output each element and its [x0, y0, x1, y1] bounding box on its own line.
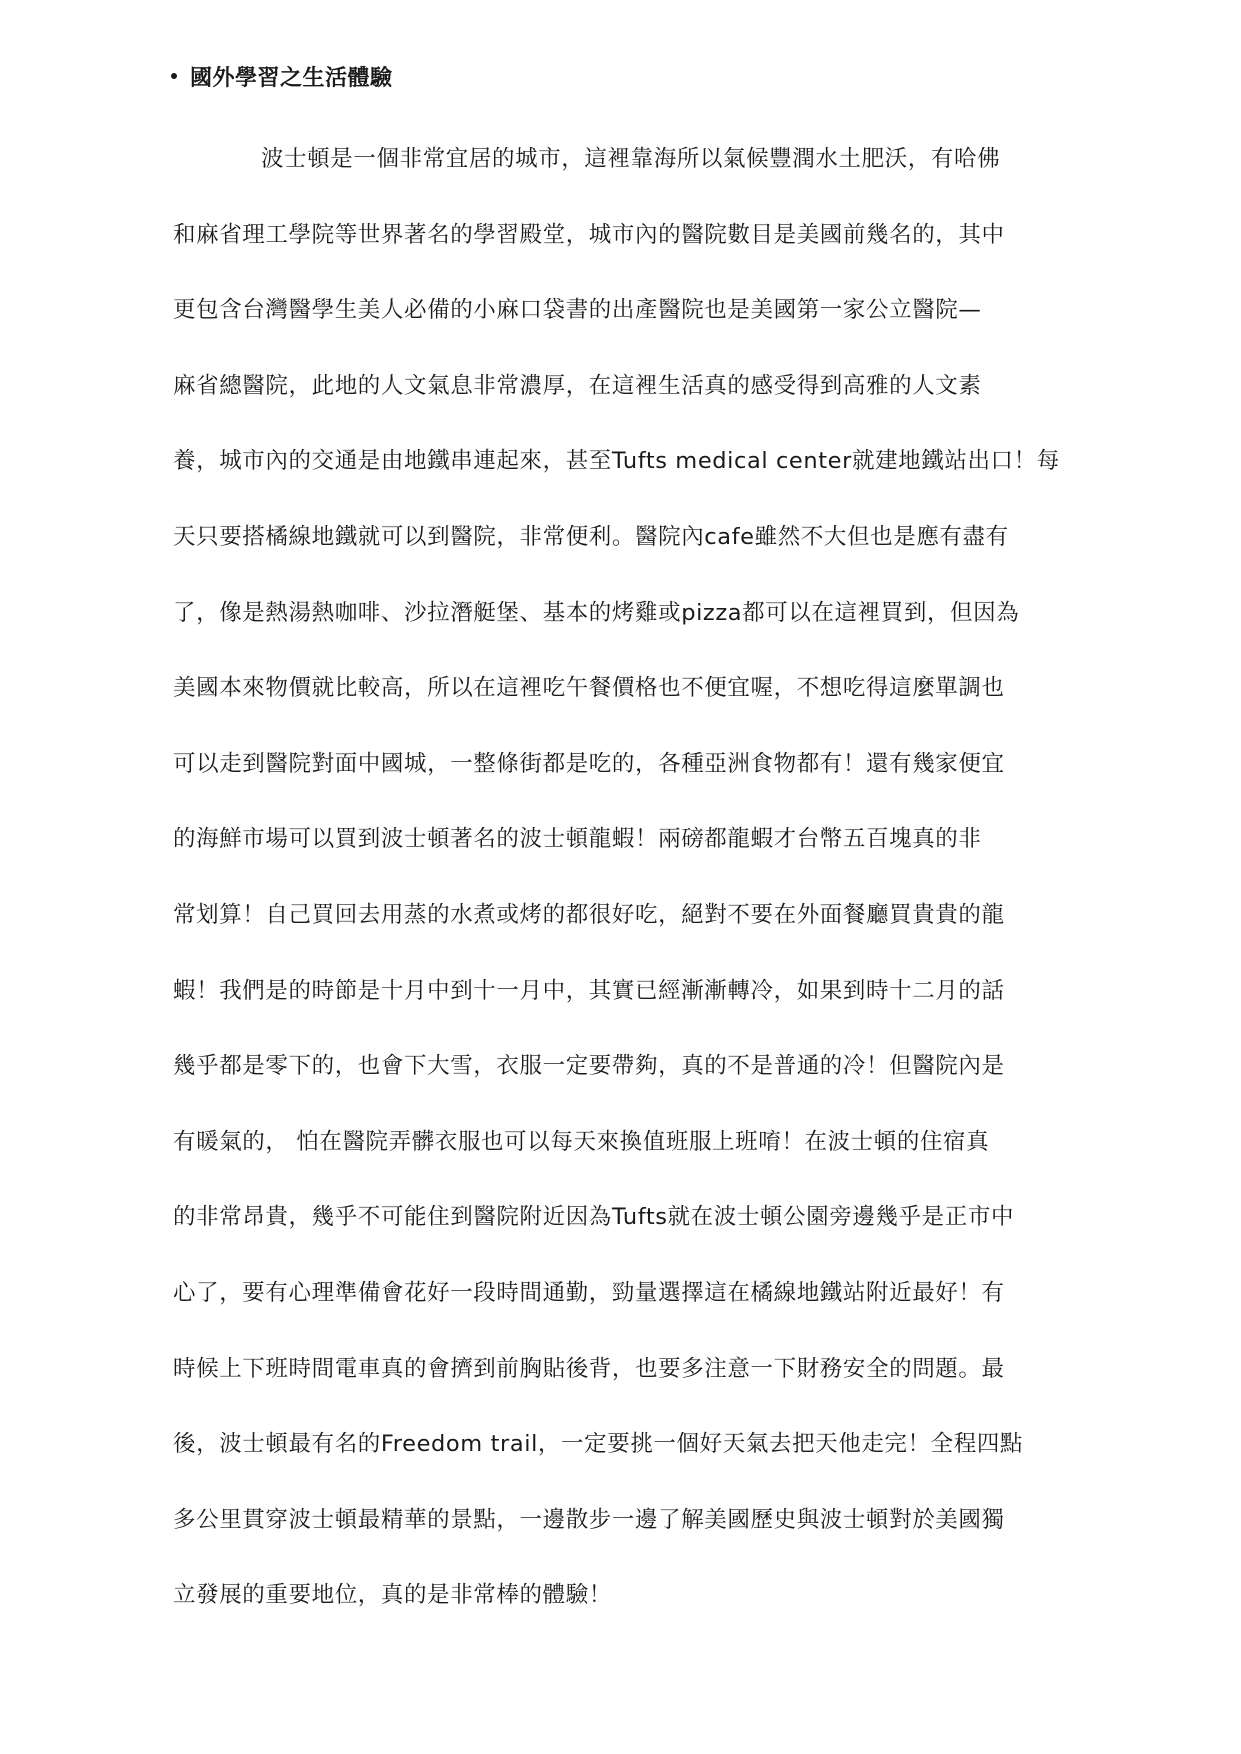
paragraph-line: 和麻省理工學院等世界著名的學習殿堂，城市內的醫院數目是美國前幾名的，其中 [173, 221, 1005, 248]
paragraph-line: 立發展的重要地位，真的是非常棒的體驗！ [173, 1582, 612, 1609]
section-heading [171, 58, 393, 94]
paragraph-line: 天只要搭橘線地鐵就可以到醫院，非常便利。醫院內cafe雖然不大但也是應有盡有 [173, 523, 1009, 550]
paragraph-line: 的海鮮市場可以買到波士頓著名的波士頓龍蝦！兩磅都龍蝦才台幣五百塊真的非 [173, 826, 982, 853]
paragraph-line: 美國本來物價就比較高，所以在這裡吃午餐價格也不便宜喔，不想吃得這麼單調也 [173, 675, 1005, 702]
paragraph-line: 多公里貫穿波士頓最精華的景點，一邊散步一邊了解美國歷史與波士頓對於美國獨 [173, 1506, 1005, 1533]
paragraph-line: 幾乎都是零下的，也會下大雪，衣服一定要帶夠，真的不是普通的冷！但醫院內是 [173, 1053, 1005, 1080]
bullet-icon [171, 73, 177, 79]
paragraph-line: 心了，要有心理準備會花好一段時間通勤，勁量選擇這在橘線地鐵站附近最好！有 [173, 1279, 1005, 1306]
section-heading-text: 國外學習之生活體驗 [190, 65, 393, 91]
paragraph-line: 時候上下班時間電車真的會擠到前胸貼後背，也要多注意一下財務安全的問題。最 [173, 1355, 1005, 1382]
paragraph-line: 麻省總醫院，此地的人文氣息非常濃厚，在這裡生活真的感受得到高雅的人文素 [173, 372, 982, 399]
paragraph-line: 蝦！我們是的時節是十月中到十一月中，其實已經漸漸轉冷，如果到時十二月的話 [173, 977, 1005, 1004]
paragraph-line: 常划算！自己買回去用蒸的水煮或烤的都很好吃，絕對不要在外面餐廳買貴貴的龍 [173, 901, 1005, 928]
paragraph-line: 養，城市內的交通是由地鐵串連起來，甚至Tufts medical center就建地鐵站出口！每 [173, 448, 1060, 475]
paragraph-line: 了，像是熱湯熱咖啡、沙拉潛艇堡、基本的烤雞或pizza都可以在這裡買到，但因為 [173, 599, 1020, 626]
paragraph-line: 更包含台灣醫學生美人必備的小麻口袋書的出產醫院也是美國第一家公立醫院— [173, 297, 982, 324]
paragraph-line: 後，波士頓最有名的Freedom trail，一定要挑一個好天氣去把天他走完！全程四點 [173, 1431, 1024, 1458]
paragraph [173, 135, 1073, 1647]
paragraph-line: 波士頓是一個非常宜居的城市，這裡靠海所以氣候豐潤水土肥沃，有哈佛 [261, 146, 1001, 172]
paragraph-line: 有暖氣的， 怕在醫院弄髒衣服也可以每天來換值班服上班唷！在波士頓的住宿真 [173, 1128, 990, 1155]
paragraph-line: 的非常昂貴，幾乎不可能住到醫院附近因為Tufts就在波士頓公園旁邊幾乎是正市中 [173, 1204, 1015, 1231]
paragraph-line: 可以走到醫院對面中國城，一整條街都是吃的，各種亞洲食物都有！還有幾家便宜 [173, 750, 1005, 777]
